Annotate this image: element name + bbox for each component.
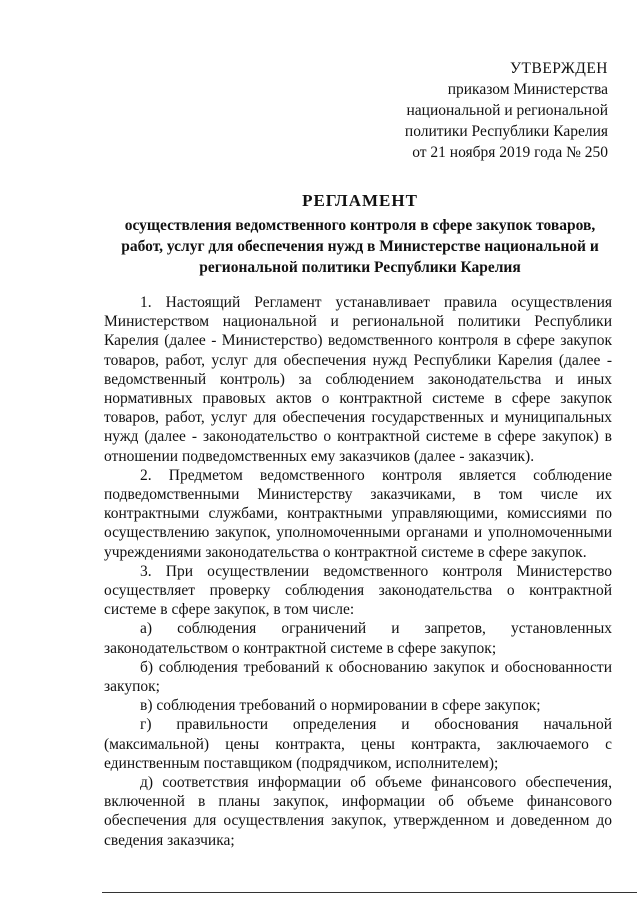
document-title: РЕГЛАМЕНТ bbox=[302, 191, 418, 210]
approval-title: УТВЕРЖДЕН bbox=[510, 60, 608, 77]
approval-date: от 21 ноября 2019 года № 250 bbox=[412, 144, 608, 161]
paragraph-3b: б) соблюдения требований к обоснованию закупок и обоснованности закупок; bbox=[104, 658, 612, 696]
approval-line: национальной и региональной bbox=[406, 102, 608, 119]
document-subtitle: осуществления ведомственного контроля в сфере закупок товаров, bbox=[124, 217, 596, 234]
approval-line: политики Республики Карелия bbox=[404, 123, 608, 140]
footer-divider bbox=[102, 892, 637, 893]
paragraph-3v: в) соблюдения требований о нормировании в сфере закупок; bbox=[140, 697, 541, 715]
document-subtitle: региональной политики Республики Карелия bbox=[199, 259, 521, 276]
paragraph-3d: д) соответствия информации об объеме финансового обеспечения, включенной в планы закупок, информации об объеме финансового обеспечения для осуществления закупок, утвержденном и доведенном до сведения заказчика; bbox=[104, 774, 612, 849]
paragraph-1: 1. Настоящий Регламент устанавливает правила осуществления Министерством национальной и региональной политики Республики Карелия (далее - Министерство) ведомственного контроля в сфере закупок товаров, работ, услуг для обеспечения нужд Республики Карелия (далее - ведомственный контроль) за соблюдением законодательства и иных нормативных правовых актов о контрактной системе в сфере закупок товаров, работ, услуг для обеспечения государственных и муниципальных нужд (далее - законодательство о контрактной системе в сфере закупок) в отношении подведомственных ему заказчиков (далее - заказчик). bbox=[104, 294, 612, 465]
paragraph-2: 2. Предметом ведомственного контроля является соблюдение подведомственными Министерству заказчиками, в том числе их контрактными службами, контрактными управляющими, комиссиями по осуществлению закупок, уполномоченными органами и уполномоченными учреждениями законодательства о контрактной системе в сфере закупок. bbox=[104, 466, 612, 561]
document-body bbox=[104, 293, 612, 850]
paragraph-3: 3. При осуществлении ведомственного контроля Министерство осуществляет проверку соблюдения законодательства о контрактной системе в сфере закупок, в том числе: bbox=[104, 562, 612, 619]
approval-line: приказом Министерства bbox=[447, 81, 608, 98]
document-heading bbox=[100, 190, 620, 278]
paragraph-3g: г) правильности определения и обоснования начальной (максимальной) цены контракта, цены контракта, заключаемого с единственным поставщиком (подрядчиком, исполнителем); bbox=[104, 716, 612, 772]
approval-stamp bbox=[348, 58, 608, 163]
paragraph-3a: а) соблюдения ограничений и запретов, установленных законодательством о контрактной системе в сфере закупок; bbox=[104, 620, 612, 657]
document-subtitle: работ, услуг для обеспечения нужд в Министерстве национальной и bbox=[121, 238, 599, 255]
